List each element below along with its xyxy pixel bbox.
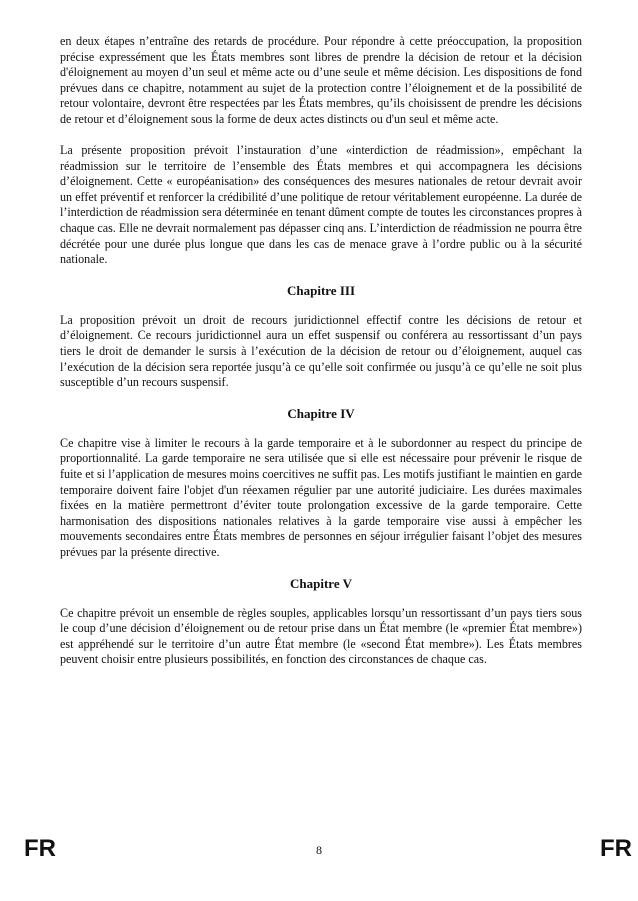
footer-language-code-right: FR <box>600 835 632 862</box>
paragraph-chapitre-iii: La proposition prévoit un droit de recours juridictionnel effectif contre les décisions de retour et d’éloignement. Ce recours juridictionnel aura un effet suspensif ou conférera au ressortissant d’un pays tiers le droit de demander le sursis à l’exécution de la décision de retour ou d’éloignement, auquel cas l’exécution de la décision sera reportée jusqu’à ce qu’elle soit confirmée ou jusqu’à ce qu’elle ne soit plus susceptible d’un recours suspensif. <box>60 312 582 390</box>
paragraph-chapitre-v: Ce chapitre prévoit un ensemble de règles souples, applicables lorsqu’un ressortissant d’un pays tiers sous le coup d’une décision d’éloignement ou de retour prise dans un État membre (le «premier État membre») est appréhendé sur le territoire d’un autre État membre (le «second État membre»). Les États membres peuvent choisir entre plusieurs possibilités, en fonction des circonstances de chaque cas. <box>60 605 582 667</box>
paragraph-continuation: en deux étapes n’entraîne des retards de procédure. Pour répondre à cette préoccupation, la proposition précise expressément que les États membres sont libres de prendre la décision de retour et la décision d'éloignement au moyen d’un seul et même acte ou d’une seule et même décision. Les dispositions de fond prévues dans ce chapitre, notamment au sujet de la protection contre l’éloignement et de la possibilité de retour volontaire, devront être respectées par les États membres, qu’ils choisissent de prendre les décisions de retour et d’éloignement sous la forme de deux actes distincts ou d'un seul et même acte. <box>60 34 582 126</box>
page-number: 8 <box>316 843 322 857</box>
heading-chapitre-v: Chapitre V <box>290 575 352 591</box>
paragraph-chapitre-iv: Ce chapitre vise à limiter le recours à la garde temporaire et à le subordonner au respect du principe de proportionnalité. La garde temporaire ne sera utilisée que si elle est nécessaire pour prévenir le risque de fuite et si l’application de mesures moins coercitives ne suffit pas. Les motifs justifiant le maintien en garde temporaire doivent faire l'objet d'un réexamen régulier par une autorité judiciaire. Les durées maximales fixées en la matière permettront d’éviter toute prolongation excessive de la garde temporaire. Cette harmonisation des dispositions nationales relatives à la garde temporaire vise aussi à empêcher les mouvements secondaires entre États membres de personnes en séjour irrégulier faisant l’objet des mesures prévues par la présente directive. <box>60 435 582 559</box>
document-body <box>60 34 582 668</box>
paragraph-readmission-ban: La présente proposition prévoit l’instauration d’une «interdiction de réadmission», empêchant la réadmission sur le territoire de l’ensemble des États membres et qui accompagnera les décisions d’éloignement. Cette « européanisation» des conséquences des mesures nationales de retour devrait avoir un effet préventif et renforcer la crédibilité d’une politique de retour véritablement européenne. La durée de l’interdiction de réadmission sera déterminée en tenant dûment compte de toutes les circonstances propres à chaque cas. Elle ne devrait normalement pas dépasser cinq ans. L’interdiction de réadmission ne pourra être décrétée pour une durée plus longue que dans les cas de menace grave à l’ordre public ou à la sécurité nationale. <box>60 143 582 267</box>
heading-chapitre-iii: Chapitre III <box>286 282 356 298</box>
heading-chapitre-iv: Chapitre IV <box>287 405 355 421</box>
footer-language-code-left: FR <box>24 835 56 862</box>
